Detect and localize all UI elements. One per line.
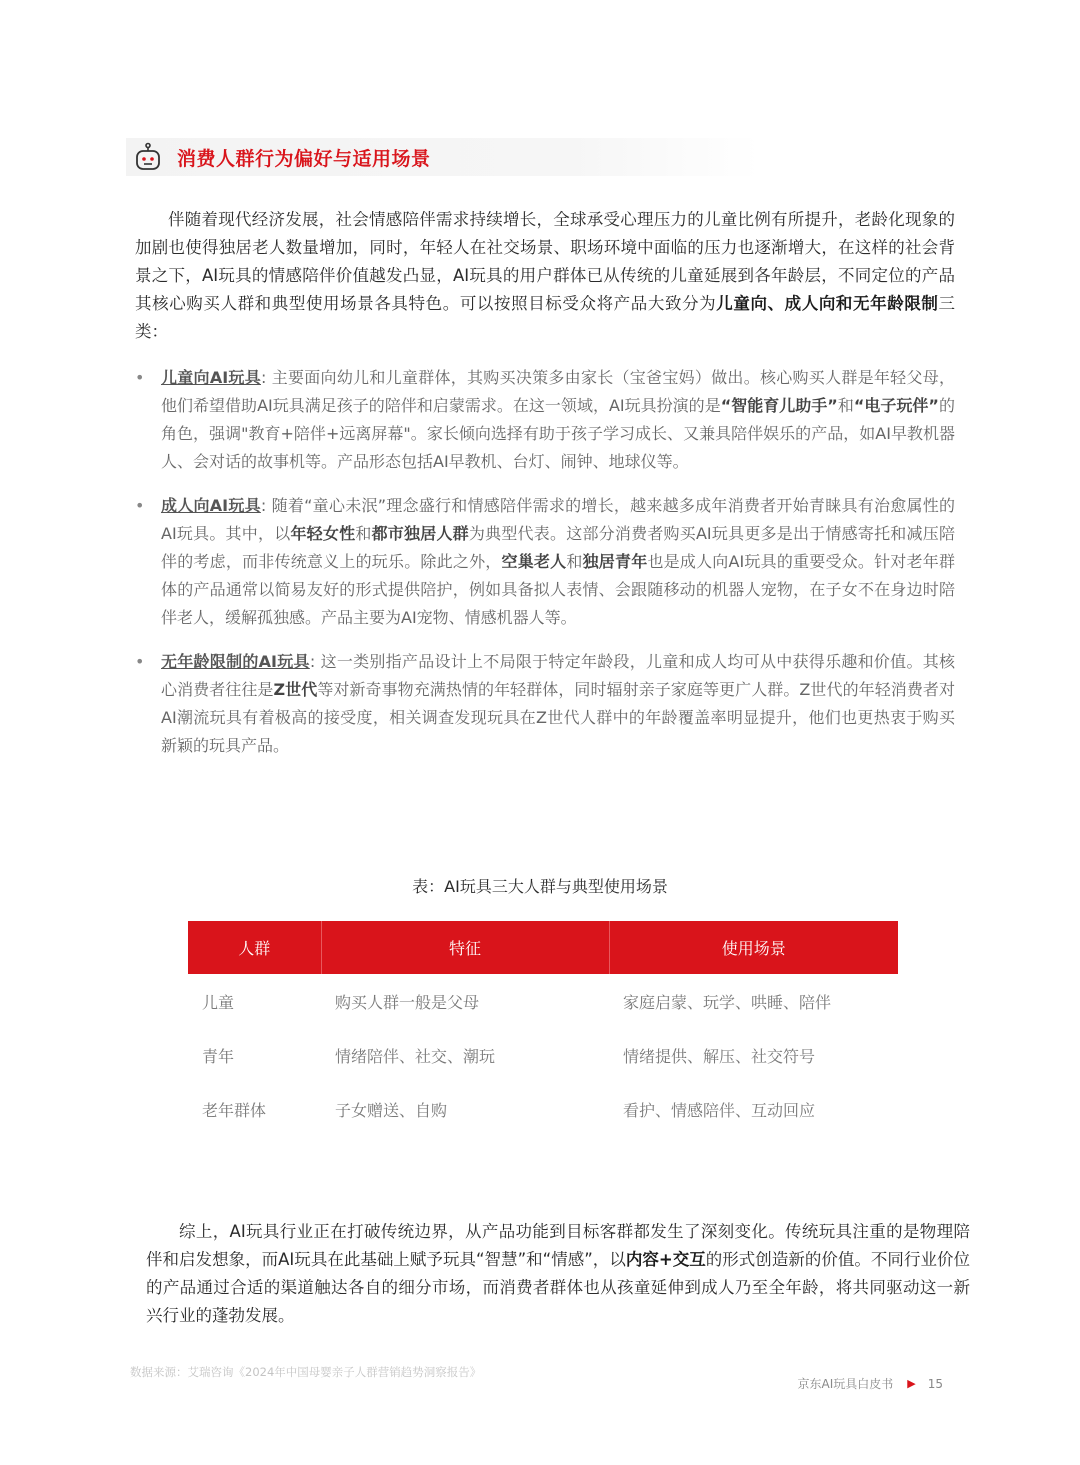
bullet-dot: • (135, 496, 145, 515)
list-item: • 无年龄限制的AI玩具: 这一类别指产品设计上不局限于特定年龄段，儿童和成人均可从中获得乐趣和价值。其核心消费者往往是Z世代等对新奇事物充满热情的年轻群体，同时辐射亲子家庭等更广人群。Z世代的年轻消费者对AI潮流玩具有着极高的接受度，相关调查发现玩具在Z世代人群中的年龄覆盖率明显提升，他们也更热衷于购买新颖的玩具产品。 (135, 648, 955, 760)
column-header: 特征 (321, 921, 609, 974)
data-source-note: 数据来源：艾瑞咨询《2024年中国母婴亲子人群营销趋势洞察报告》 (130, 1365, 482, 1379)
table-row (188, 974, 898, 1028)
bullet-dot: • (135, 652, 145, 671)
table-cell: 青年 (202, 1046, 235, 1066)
audience-table (188, 921, 898, 1136)
play-triangle-icon: ▶ (907, 1377, 916, 1390)
table-cell: 看护、情感陪伴、互动回应 (623, 1100, 816, 1120)
conclusion-paragraph: 综上，AI玩具行业正在打破传统边界，从产品功能到目标客群都发生了深刻变化。传统玩具注重的是物理陪伴和启发想象，而AI玩具在此基础上赋予玩具“智慧”和“情感”，以内容+交互的形式创造新的价值。不同行业价位的产品通过合适的渠道触达各自的细分市场，而消费者群体也从孩童延伸到成人乃至全年龄，将共同驱动这一新兴行业的蓬勃发展。 (146, 1222, 970, 1325)
table-cell: 情绪陪伴、社交、潮玩 (335, 1046, 496, 1066)
column-header: 人群 (188, 921, 321, 974)
table-cell: 子女赠送、自购 (335, 1100, 448, 1120)
audience-list (135, 364, 955, 776)
list-item: • 儿童向AI玩具: 主要面向幼儿和儿童群体，其购买决策多由家长（宝爸宝妈）做出。核心购买人群是年轻父母，他们希望借助AI玩具满足孩子的陪伴和启蒙需求。在这一领域，AI玩具扮演的是“智能育儿助手”和“电子玩伴”的角色，强调"教育+陪伴+远离屏幕"。家长倾向选择有助于孩子学习成长、又兼具陪伴娱乐的产品，如AI早教机器人、会对话的故事机等。产品形态包括AI早教机、台灯、闹钟、地球仪等。 (135, 364, 955, 476)
table-header-row (188, 921, 898, 974)
column-header: 使用场景 (609, 921, 898, 974)
table-caption: 表：AI玩具三大人群与典型使用场景 (412, 877, 668, 896)
table-cell: 家庭启蒙、玩学、哄睡、陪伴 (623, 992, 832, 1012)
page-number: 15 (927, 1376, 943, 1391)
table-cell: 购买人群一般是父母 (335, 992, 480, 1012)
table-cell: 儿童 (202, 992, 235, 1012)
list-item: • 成人向AI玩具: 随着“童心未泯”理念盛行和情感陪伴需求的增长，越来越多成年消费者开始青睐具有治愈属性的AI玩具。其中，以年轻女性和都市独居人群为典型代表。这部分消费者购买AI玩具更多是出于情感寄托和减压陪伴的考虑，而非传统意义上的玩乐。除此之外，空巢老人和独居青年也是成人向AI玩具的重要受众。针对老年群体的产品通常以简易友好的形式提供陪护，例如具备拟人表情、会跟随移动的机器人宠物，在子女不在身边时陪伴老人，缓解孤独感。产品主要为AI宠物、情感机器人等。 (135, 492, 955, 632)
robot-icon (133, 142, 163, 172)
table-cell: 老年群体 (202, 1100, 267, 1120)
page-footer (798, 1375, 944, 1392)
document-title: 京东AI玩具白皮书 (797, 1377, 894, 1391)
table-row (188, 1028, 898, 1082)
table-cell: 情绪提供、解压、社交符号 (623, 1046, 816, 1066)
intro-paragraph: 伴随着现代经济发展，社会情感陪伴需求持续增长，全球承受心理压力的儿童比例有所提升，老龄化现象的加剧也使得独居老人数量增加，同时，年轻人在社交场景、职场环境中面临的压力也逐渐增大，在这样的社会背景之下，AI玩具的情感陪伴价值越发凸显，AI玩具的用户群体已从传统的儿童延展到各年龄层，不同定位的产品其核心购买人群和典型使用场景各具特色。可以按照目标受众将产品大致分为儿童向、成人向和无年龄限制三类： (135, 210, 956, 341)
section-title: 消费人群行为偏好与适用场景 (177, 147, 431, 170)
table-row (188, 1082, 898, 1136)
bullet-dot: • (135, 368, 145, 387)
section-header (126, 138, 760, 176)
